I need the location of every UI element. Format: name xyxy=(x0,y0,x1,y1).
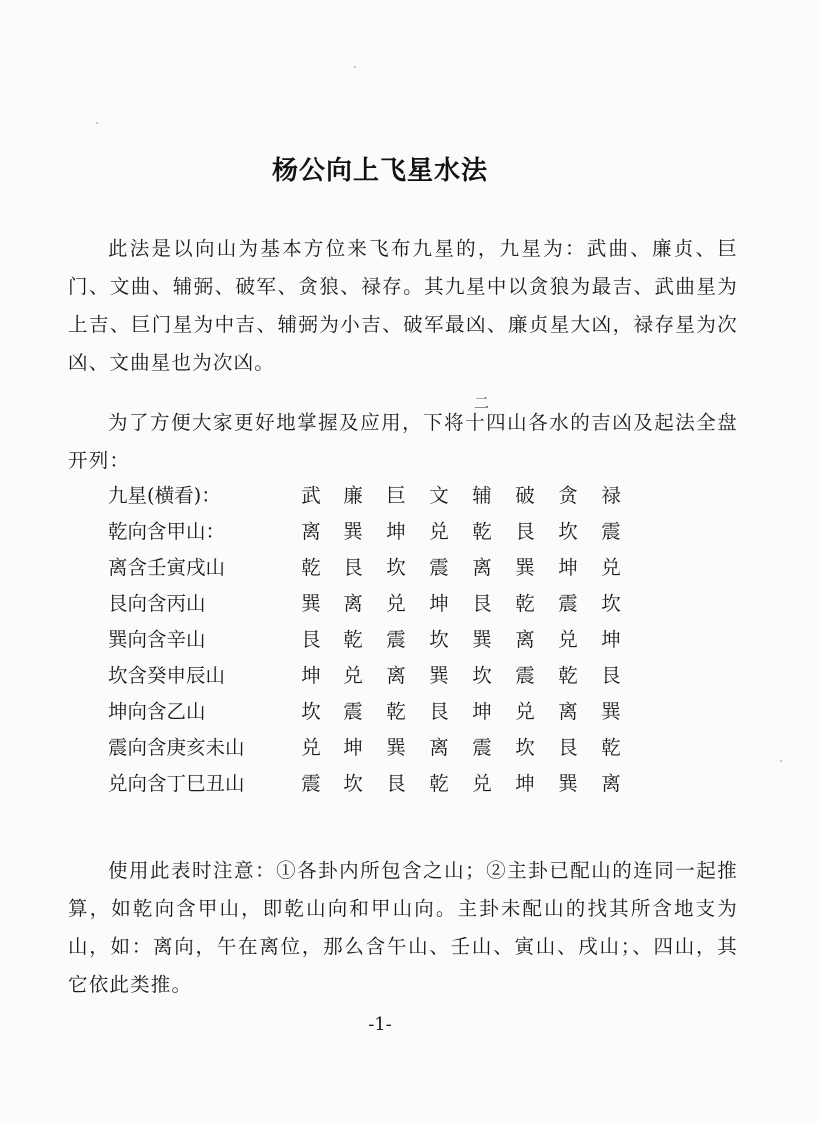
table-row xyxy=(108,512,668,548)
table-cell: 巽 xyxy=(472,628,492,651)
table-cell: 离 xyxy=(301,520,321,543)
page-number: -1- xyxy=(368,1014,392,1035)
table-cell: 艮 xyxy=(601,664,621,687)
table-cell: 坤 xyxy=(515,772,535,795)
table-row xyxy=(108,620,668,656)
table-cell: 坤 xyxy=(601,628,621,651)
table-cell: 巽 xyxy=(601,700,621,723)
table-cell: 兑 xyxy=(301,736,321,759)
table-cell: 乾 xyxy=(558,664,578,687)
table-cell: 巨 xyxy=(386,484,406,507)
table-cell: 坤 xyxy=(386,520,406,543)
row-label: 兑向含丁巳丑山 xyxy=(108,772,245,795)
table-cell: 廉 xyxy=(343,484,363,507)
table-row xyxy=(108,656,668,692)
table-row xyxy=(108,728,668,764)
table-row xyxy=(108,692,668,728)
table-cell: 震 xyxy=(343,700,363,723)
table-cell: 艮 xyxy=(558,736,578,759)
table-cell: 乾 xyxy=(343,628,363,651)
table-intro-paragraph: 为了方便大家更好地掌握及应用，下将十四山各水的吉凶及起法全盘开列： xyxy=(68,411,738,472)
scan-speck xyxy=(96,122,98,124)
row-label: 艮向含丙山 xyxy=(108,592,206,615)
table-cell: 巽 xyxy=(343,520,363,543)
table-cell: 兑 xyxy=(429,520,449,543)
table-cell: 兑 xyxy=(558,628,578,651)
table-cell: 离 xyxy=(386,664,406,687)
table-cell: 乾 xyxy=(429,772,449,795)
table-cell: 坎 xyxy=(558,520,578,543)
table-cell: 震 xyxy=(301,772,321,795)
table-cell: 艮 xyxy=(429,700,449,723)
intro-paragraph: 此法是以向山为基本方位来飞布九星的，九星为：武曲、廉贞、巨门、文曲、辅弼、破军、贪狼、禄存。其九星中以贪狼为最吉、武曲星为上吉、巨门星为中吉、辅弼为小吉、破军最凶、廉贞星大凶，禄存星为次凶、文曲星也为次凶。 xyxy=(68,237,738,374)
table-cell: 艮 xyxy=(472,592,492,615)
table-cell: 巽 xyxy=(515,556,535,579)
table-cell: 巽 xyxy=(429,664,449,687)
table-cell: 坎 xyxy=(386,556,406,579)
table-cell: 震 xyxy=(429,556,449,579)
table-cell: 乾 xyxy=(515,592,535,615)
table-cell: 巽 xyxy=(558,772,578,795)
table-cell: 离 xyxy=(472,556,492,579)
table-cell: 兑 xyxy=(472,772,492,795)
table-cell: 巽 xyxy=(301,592,321,615)
table-cell: 坎 xyxy=(301,700,321,723)
scan-speck xyxy=(780,760,782,762)
table-cell: 坤 xyxy=(558,556,578,579)
table-cell: 震 xyxy=(558,592,578,615)
usage-note-paragraph: 使用此表时注意：①各卦内所包含之山；②主卦已配山的连同一起推算，如乾向含甲山，即乾山向和甲山向。主卦未配山的找其所含地支为山，如：离向，午在离位，那么含午山、壬山、寅山、戌山；、四山，其它依此类推。 xyxy=(68,859,738,996)
table-cell: 坎 xyxy=(343,772,363,795)
row-label: 坤向含乙山 xyxy=(108,700,206,723)
table-cell: 坤 xyxy=(429,592,449,615)
table-cell: 坤 xyxy=(301,664,321,687)
table-cell: 坤 xyxy=(472,700,492,723)
table-cell: 坎 xyxy=(601,592,621,615)
table-cell: 贪 xyxy=(558,484,578,507)
table-cell: 禄 xyxy=(601,484,621,507)
table-header-row xyxy=(108,476,668,512)
row-label: 离含壬寅戌山 xyxy=(108,556,226,579)
table-row xyxy=(108,548,668,584)
table-cell: 兑 xyxy=(601,556,621,579)
table-cell: 巽 xyxy=(386,736,406,759)
row-label: 九星(横看)： xyxy=(108,484,221,507)
table-cell: 艮 xyxy=(515,520,535,543)
scan-speck xyxy=(354,66,356,68)
table-cell: 兑 xyxy=(386,592,406,615)
table-cell: 震 xyxy=(386,628,406,651)
nine-star-table xyxy=(108,476,668,800)
table-cell: 震 xyxy=(601,520,621,543)
table-cell: 辅 xyxy=(472,484,492,507)
table-cell: 坎 xyxy=(472,664,492,687)
row-label: 震向含庚亥未山 xyxy=(108,736,245,759)
table-cell: 离 xyxy=(601,772,621,795)
table-cell: 离 xyxy=(515,628,535,651)
table-cell: 震 xyxy=(472,736,492,759)
table-cell: 乾 xyxy=(472,520,492,543)
table-cell: 艮 xyxy=(343,556,363,579)
handwritten-insert-mark: 二 xyxy=(474,394,490,412)
table-cell: 乾 xyxy=(301,556,321,579)
table-cell: 坎 xyxy=(515,736,535,759)
table-row xyxy=(108,584,668,620)
table-cell: 艮 xyxy=(301,628,321,651)
row-label: 坎含癸申辰山 xyxy=(108,664,226,687)
table-cell: 兑 xyxy=(343,664,363,687)
table-cell: 离 xyxy=(558,700,578,723)
table-cell: 坎 xyxy=(429,628,449,651)
table-cell: 艮 xyxy=(386,772,406,795)
page-title: 杨公向上飞星水法 xyxy=(271,156,488,186)
table-cell: 离 xyxy=(343,592,363,615)
table-row xyxy=(108,764,668,800)
table-cell: 离 xyxy=(429,736,449,759)
table-cell: 武 xyxy=(301,484,321,507)
table-cell: 震 xyxy=(515,664,535,687)
table-cell: 坤 xyxy=(343,736,363,759)
table-cell: 乾 xyxy=(601,736,621,759)
row-label: 巽向含辛山 xyxy=(108,628,206,651)
table-cell: 破 xyxy=(515,484,535,507)
table-cell: 乾 xyxy=(386,700,406,723)
row-label: 乾向含甲山： xyxy=(108,520,226,543)
table-cell: 文 xyxy=(429,484,449,507)
table-cell: 兑 xyxy=(515,700,535,723)
